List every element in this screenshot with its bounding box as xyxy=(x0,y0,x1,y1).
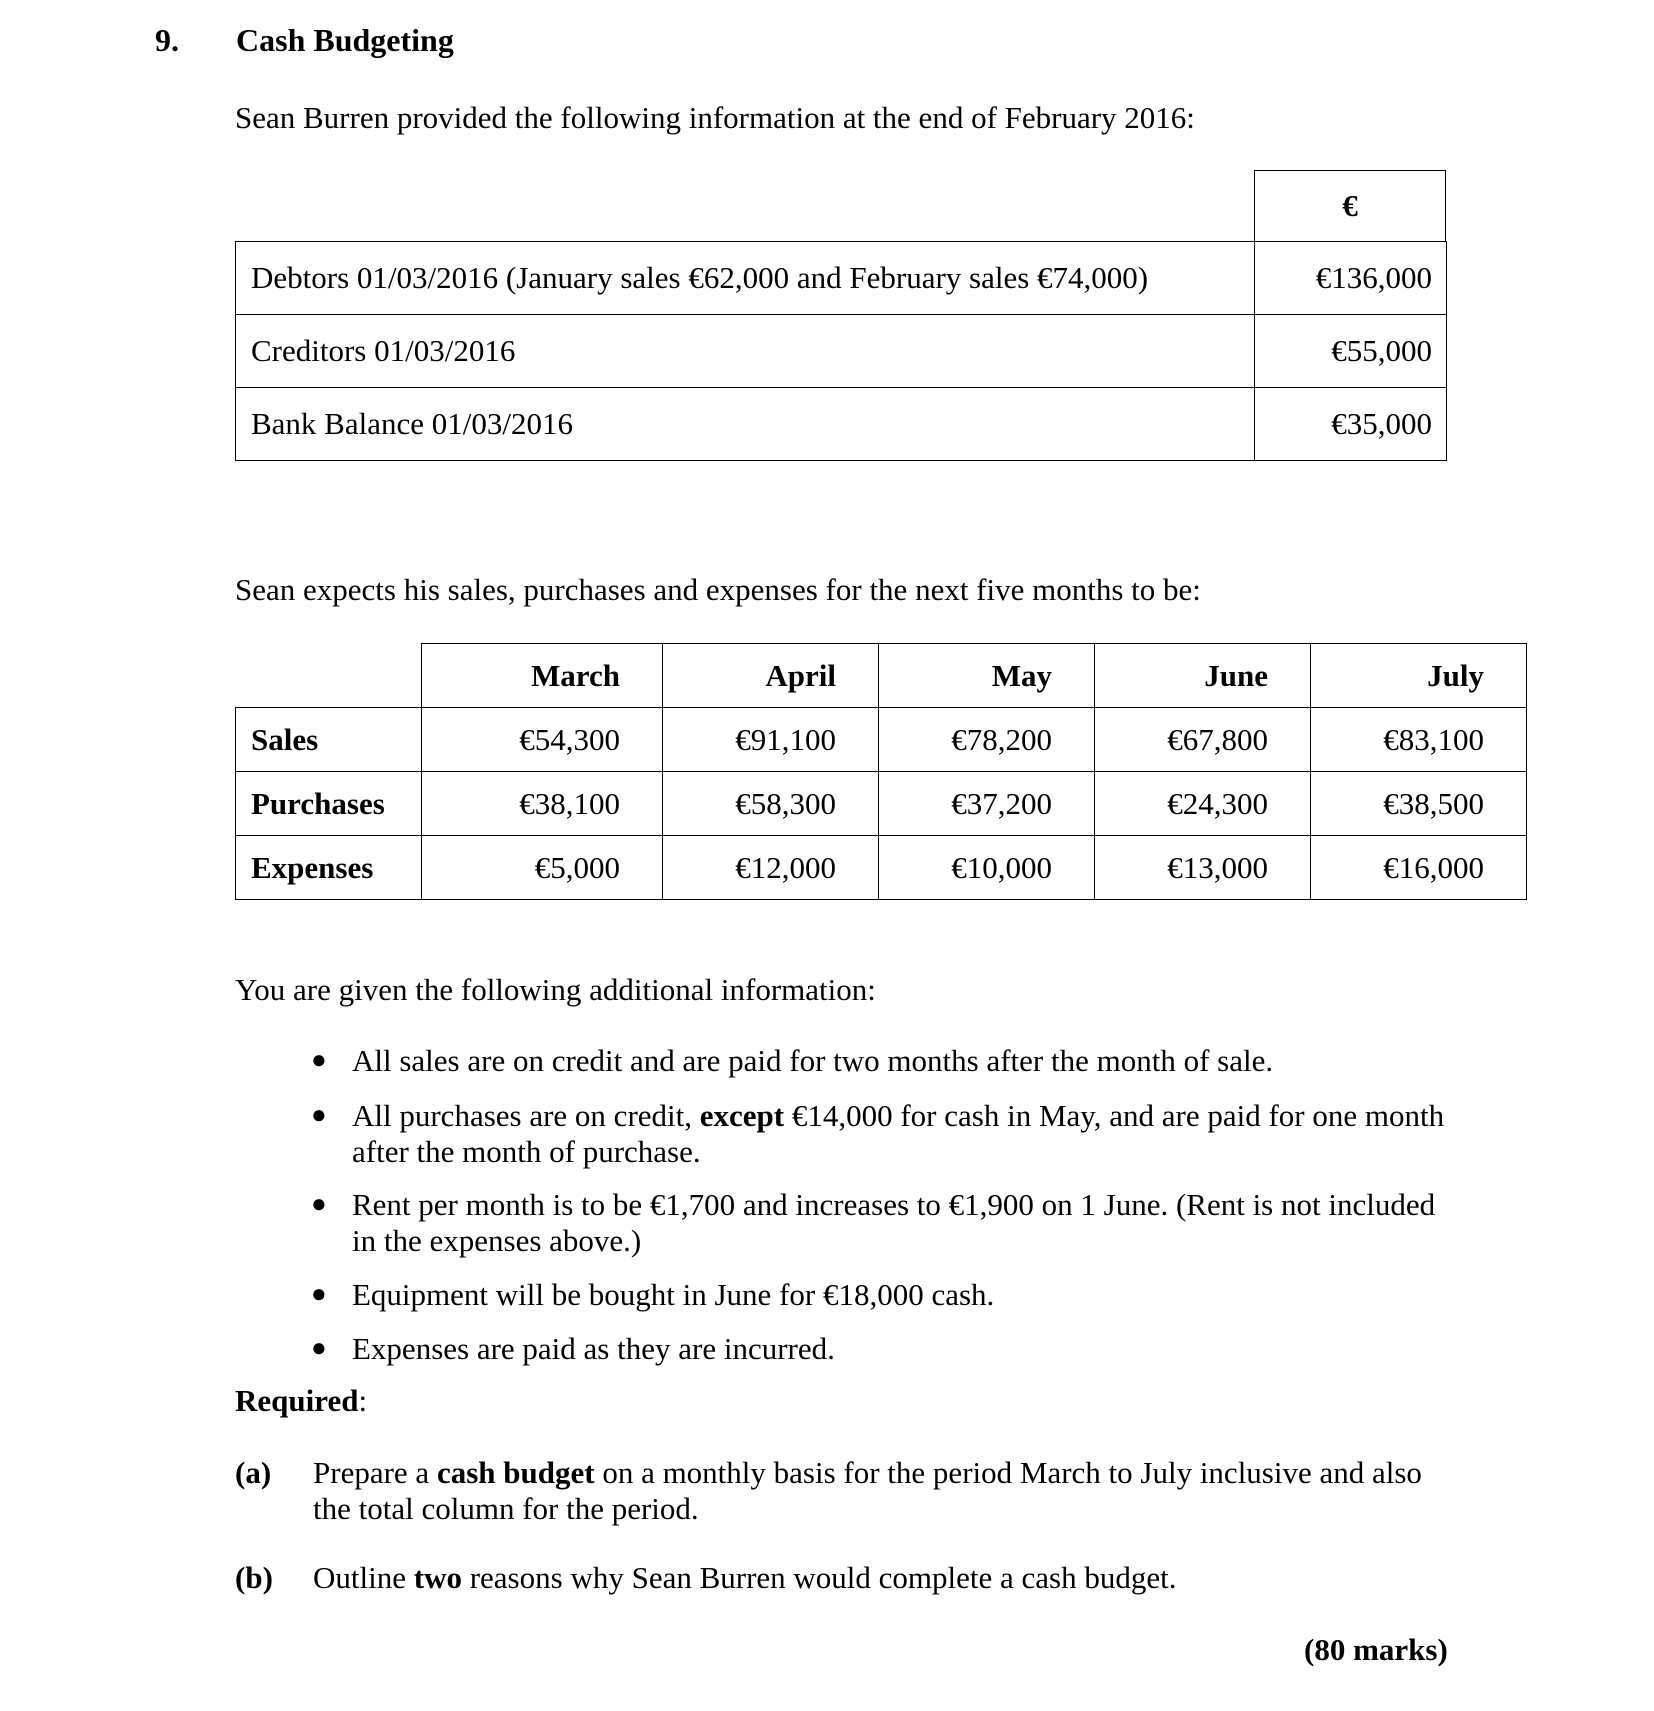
question-title: Cash Budgeting xyxy=(236,22,454,58)
table-cell: €83,100 xyxy=(1311,708,1527,772)
month-header: June xyxy=(1095,644,1311,708)
bullet-item: Equipment will be bought in June for €18,000 cash. xyxy=(352,1277,995,1312)
bullet-icon: ● xyxy=(311,1189,327,1218)
table-cell: €37,200 xyxy=(879,772,1095,836)
part-b-label: (b) xyxy=(235,1560,273,1595)
table-row xyxy=(236,836,1527,900)
table-cell: €5,000 xyxy=(422,836,663,900)
row-label: Purchases xyxy=(236,772,422,836)
bullet-item: All sales are on credit and are paid for two months after the month of sale. xyxy=(352,1043,1274,1078)
currency-header: € xyxy=(1254,170,1446,241)
bullet-icon: ● xyxy=(311,1100,327,1129)
intro-text: Sean Burren provided the following information at the end of February 2016: xyxy=(235,100,1195,135)
table-cell: €78,200 xyxy=(879,708,1095,772)
balance-label: Bank Balance 01/03/2016 xyxy=(236,388,1255,461)
bullet-icon: ● xyxy=(311,1333,327,1362)
table-cell: €91,100 xyxy=(663,708,879,772)
forecast-intro: Sean expects his sales, purchases and expenses for the next five months to be: xyxy=(235,572,1201,607)
table-cell: €38,100 xyxy=(422,772,663,836)
balance-value: €136,000 xyxy=(1255,242,1447,315)
table-row xyxy=(236,772,1527,836)
bullet-item: All purchases are on credit, except €14,000 for cash in May, and are paid for one month after the month of purchase. xyxy=(352,1098,1445,1169)
table-header-row xyxy=(236,644,1527,708)
table-cell: €38,500 xyxy=(1311,772,1527,836)
table-row xyxy=(236,708,1527,772)
marks-label: (80 marks) xyxy=(1304,1632,1448,1667)
month-header: April xyxy=(663,644,879,708)
table-cell: €58,300 xyxy=(663,772,879,836)
additional-intro: You are given the following additional information: xyxy=(235,972,876,1007)
table-cell: €54,300 xyxy=(422,708,663,772)
month-header: July xyxy=(1311,644,1527,708)
required-heading: Required: xyxy=(235,1383,368,1418)
balance-value: €55,000 xyxy=(1255,315,1447,388)
bullet-item: Expenses are paid as they are incurred. xyxy=(352,1331,835,1366)
bullet-item: Rent per month is to be €1,700 and increases to €1,900 on 1 June. (Rent is not included in the expenses above.) xyxy=(352,1187,1436,1258)
balances-table xyxy=(235,241,1447,461)
part-a-label: (a) xyxy=(235,1455,272,1490)
bullet-icon: ● xyxy=(311,1279,327,1308)
question-number: 9. xyxy=(155,22,179,58)
row-label: Expenses xyxy=(236,836,422,900)
table-row xyxy=(236,315,1447,388)
month-header: May xyxy=(879,644,1095,708)
part-b-text: Outline two reasons why Sean Burren would complete a cash budget. xyxy=(313,1560,1177,1595)
table-cell: €16,000 xyxy=(1311,836,1527,900)
row-label: Sales xyxy=(236,708,422,772)
month-header: March xyxy=(422,644,663,708)
table-cell: €10,000 xyxy=(879,836,1095,900)
table-cell: €67,800 xyxy=(1095,708,1311,772)
balance-label: Creditors 01/03/2016 xyxy=(236,315,1255,388)
bullet-icon: ● xyxy=(311,1045,327,1074)
corner-cell xyxy=(236,644,422,708)
table-cell: €24,300 xyxy=(1095,772,1311,836)
table-cell: €12,000 xyxy=(663,836,879,900)
part-a-text: Prepare a cash budget on a monthly basis for the period March to July inclusive and also the total column for the period. xyxy=(313,1455,1422,1526)
table-row xyxy=(236,388,1447,461)
balance-label: Debtors 01/03/2016 (January sales €62,000 and February sales €74,000) xyxy=(236,242,1255,315)
forecast-table xyxy=(235,643,1527,900)
table-row xyxy=(236,242,1447,315)
table-cell: €13,000 xyxy=(1095,836,1311,900)
balance-value: €35,000 xyxy=(1255,388,1447,461)
